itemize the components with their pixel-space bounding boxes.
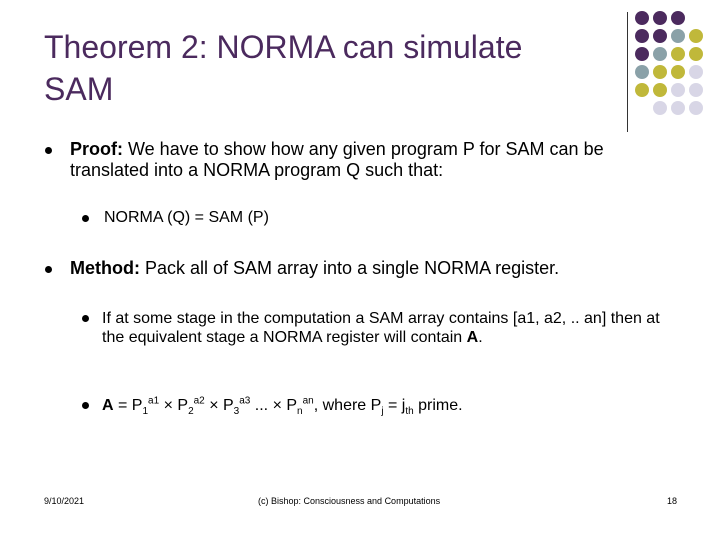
formula-a: A [102,397,114,414]
proof-text: We have to show how any given program P for SAM can be translated into a NORMA program Q such that: [70,139,604,180]
decorative-dot [653,29,667,43]
bullet-dot [82,315,89,322]
formula-part: ... × P [250,397,298,414]
decorative-dot [689,47,703,61]
method-sub1-end: . [478,329,483,346]
title-line-2: SAM [44,71,114,107]
formula-exponent: an [302,395,314,407]
footer-date: 9/10/2021 [44,496,85,506]
title-line-1: Theorem 2: NORMA can simulate [44,29,523,65]
decorative-dot [671,11,685,25]
bullet-dot [82,402,89,409]
decorative-dot [689,29,703,43]
proof-paragraph [70,139,670,181]
decorative-dot [671,83,685,97]
formula-part: = P [113,397,143,414]
decorative-dot [635,65,649,79]
footer-center: (c) Bishop: Consciousness and Computations [258,496,441,506]
decorative-dot [671,65,685,79]
decorative-dot [671,47,685,61]
formula-subscript: 1 [142,406,149,418]
decorative-dot [653,11,667,25]
formula-subscript: th [405,406,414,418]
decorative-dot [671,101,685,115]
formula-part: × P [204,397,234,414]
method-text: Pack all of SAM array into a single NORMA register. [139,258,560,278]
decorative-dot [635,29,649,43]
formula-subscript: 3 [233,406,240,418]
decorative-dot [653,65,667,79]
decorative-dot [635,11,649,25]
formula-part: , where P [313,397,382,414]
bullet-dot [82,215,89,222]
footer-page-number: 18 [667,496,678,506]
bullet-dot [45,147,52,154]
decorative-dot [689,83,703,97]
formula-exponent: a3 [239,395,251,407]
method-label: Method: [70,258,140,278]
decorative-dot [635,47,649,61]
proof-sub-item: NORMA (Q) = SAM (P) [104,209,269,226]
proof-label: Proof: [70,139,123,159]
formula-subscript: 2 [188,406,194,418]
decorative-dot [653,47,667,61]
method-sub1-text: If at some stage in the computation a SAM array contains [a1, a2, .. an] then at the equivalent stage a NORMA register will contain [102,310,660,346]
slide-title [44,26,624,110]
formula-exponent: a1 [148,395,160,407]
formula-subscript: j [381,406,384,418]
decorative-dot [671,29,685,43]
decorative-dot [653,101,667,115]
decorative-dot [689,65,703,79]
formula-exponent: a2 [193,395,205,407]
formula-part: = j [383,397,406,414]
formula-part: prime. [413,397,463,414]
method-sub1-bold: A [466,329,479,346]
decorative-dot [635,83,649,97]
formula-subscript: n [297,406,303,418]
divider-line [627,12,628,132]
method-sub-item-2 [102,395,702,418]
method-sub-item-1 [102,309,672,347]
method-paragraph [70,258,680,279]
formula-part: × P [159,397,189,414]
decorative-dot [653,83,667,97]
decorative-dot [689,101,703,115]
bullet-dot [45,266,52,273]
